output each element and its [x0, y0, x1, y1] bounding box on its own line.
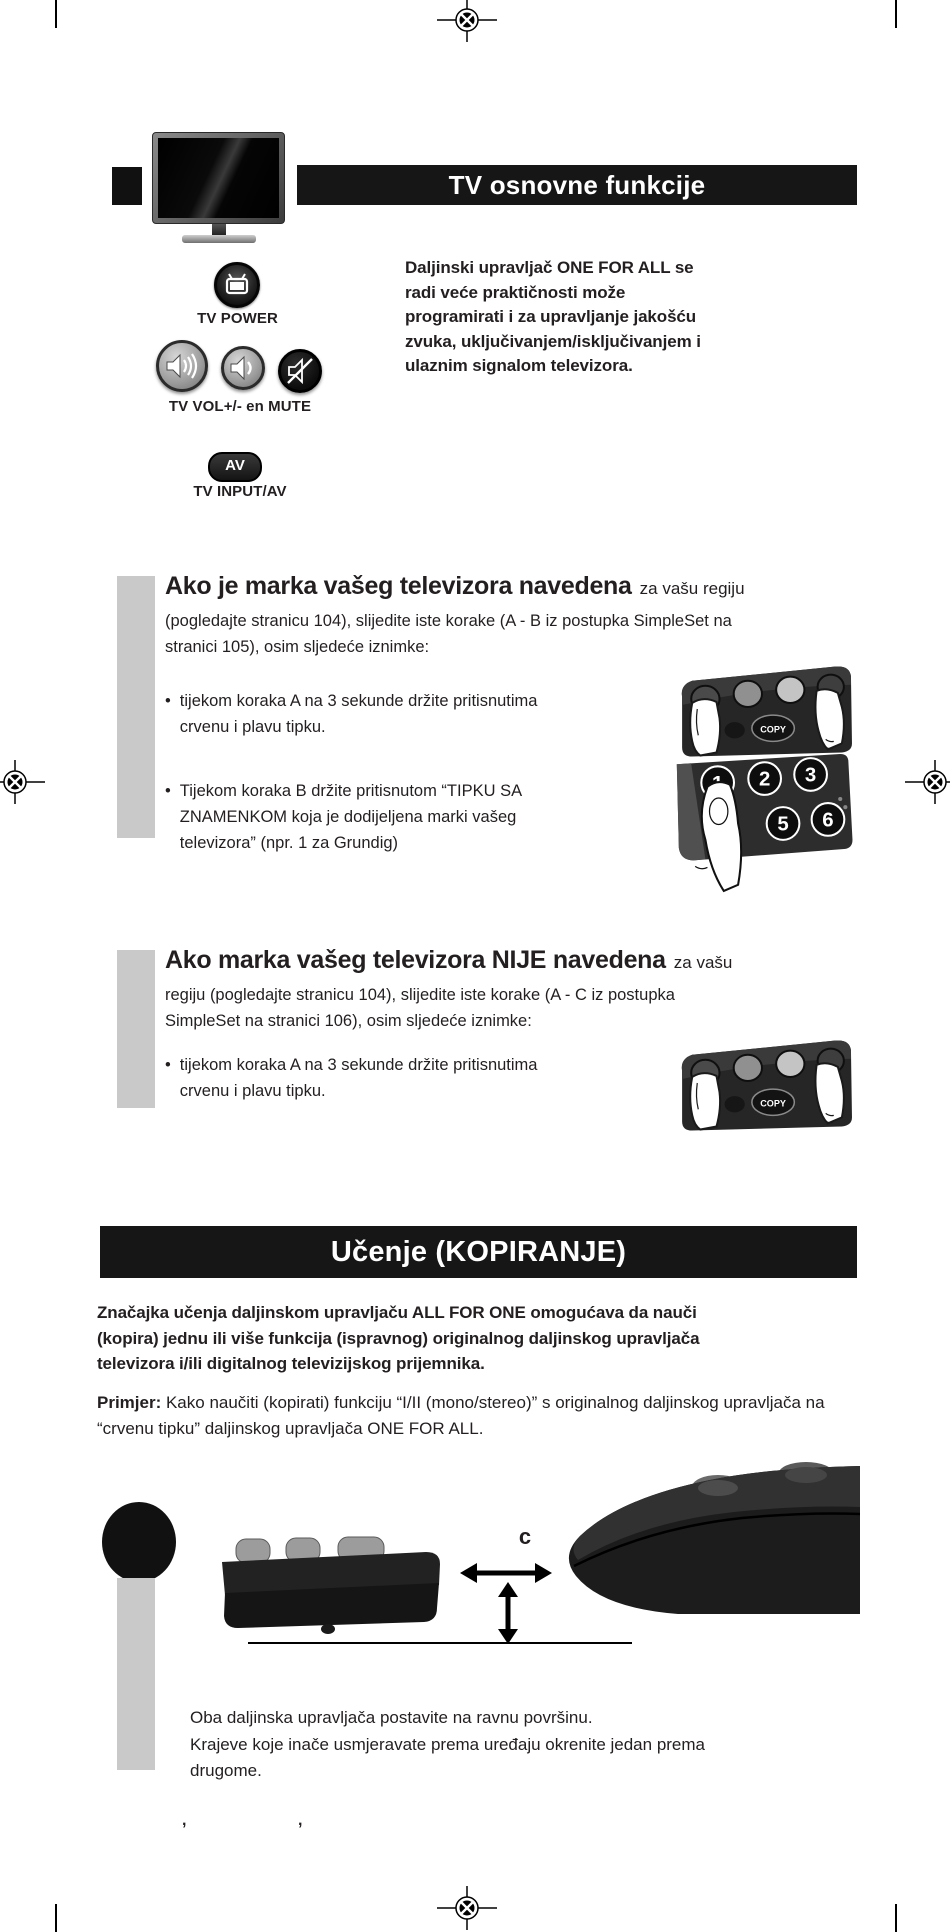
tv-mute-button [278, 349, 322, 393]
tv-stand-neck [212, 224, 226, 235]
registration-mark-icon [437, 0, 497, 42]
figure-distance-label: c [518, 1524, 532, 1549]
list-item [165, 688, 635, 740]
crop-mark-top-right [895, 0, 897, 28]
heading-bold: Ako marka vašeg televizora NIJE navedena [165, 946, 666, 974]
copy-button-label: COPY [760, 1098, 787, 1109]
intro-paragraph: Daljinski upravljač ONE FOR ALL se radi veće praktičnosti može programirati i za upravljanje jakošću zvuka, uključivanjem/isključivanjem i ulaznim signalom televizora. [405, 258, 701, 375]
tv-volume-up-button [156, 340, 208, 392]
crop-mark-bottom-right [895, 1904, 897, 1932]
bullet-icon: • [165, 692, 171, 710]
tv-screen [158, 138, 279, 218]
list-item [165, 778, 635, 856]
section-not-listed-heading [165, 946, 855, 975]
bullet-text: tijekom koraka A na 3 sekunde držite pritisnutima crvenu i plavu tipku. [179, 692, 538, 736]
section-header-learning: Učenje (KOPIRANJE) [100, 1226, 857, 1278]
digit-3-label: 3 [804, 764, 817, 787]
tv-frame [152, 132, 285, 224]
remote-copy-button-illustration [672, 1030, 854, 1132]
crop-mark-top-left [55, 0, 57, 28]
tv-volume-down-button [221, 346, 265, 390]
placement-instruction: Oba daljinska upravljača postavite na ravnu površinu. Krajeve koje inače usmjeravate prema uređaju okrenite jedan prema drugome. [190, 1708, 706, 1780]
step-badge [102, 1502, 176, 1582]
vertical-double-arrow-icon [495, 1582, 521, 1644]
digit-6-label: 6 [822, 809, 834, 832]
registration-mark-icon [437, 1886, 497, 1930]
digit-5-label: 5 [777, 813, 789, 836]
remote-front-end-illustration [558, 1462, 860, 1634]
stray-mark: , [182, 1812, 187, 1829]
remote-copy-button-illustration [672, 656, 854, 758]
bullet-icon: • [165, 1056, 171, 1074]
crop-mark-bottom-left [55, 1904, 57, 1932]
tv-power-label: TV POWER [197, 310, 278, 327]
heading-bold: Ako je marka vašeg televizora navedena [165, 572, 632, 600]
tv-input-av-label: TV INPUT/AV [193, 483, 287, 500]
section-listed-body: (pogledajte stranicu 104), slijedite iste korake (A - B iz postupka SimpleSet na stranici 105), osim sljedeće iznimke: [165, 612, 732, 656]
registration-mark-icon [905, 760, 950, 804]
section-tab-square [112, 167, 142, 205]
tv-illustration [152, 132, 285, 243]
bullet-text: Tijekom koraka B držite pritisnutom “TIPKU SA ZNAMENKOM koja je dodijeljena marki vašeg televizora” (npr. 1 za Grundig) [179, 782, 523, 852]
tv-volume-mute-label: TV VOL+/- en MUTE [168, 398, 312, 415]
remote-side-view-illustration [216, 1530, 449, 1636]
section-listed-heading [165, 572, 855, 601]
example-label: Primjer: [97, 1393, 162, 1412]
copy-button-label: COPY [760, 724, 787, 735]
bullet-text: tijekom koraka A na 3 sekunde držite pritisnutima crvenu i plavu tipku. [179, 1056, 538, 1100]
section-header-tv-basic-functions: TV osnovne funkcije [297, 165, 857, 205]
tv-stand-base [182, 235, 256, 243]
bullet-icon: • [165, 782, 171, 800]
section-side-bar [117, 576, 155, 838]
heading-suffix: za vašu [673, 953, 733, 972]
tv-power-icon [223, 272, 251, 298]
list-item [165, 1052, 635, 1104]
surface-line [248, 1642, 632, 1644]
mute-icon [285, 357, 315, 385]
remote-digit-buttons-illustration [660, 752, 855, 895]
tv-power-button [214, 262, 260, 308]
volume-down-icon [228, 354, 258, 382]
example-text: Kako naučiti (kopirati) funkciju “I/II (mono/stereo)” s originalnog daljinskog upravljača na “crvenu tipku” daljinskog upravljača ONE FOR ALL. [97, 1393, 825, 1438]
section-side-bar [117, 950, 155, 1108]
stray-mark: , [298, 1812, 303, 1829]
learning-intro-paragraph: Značajka učenja daljinskom upravljaču ALL FOR ONE omogućava da nauči (kopira) jednu ili više funkcija (ispravnog) originalnog daljinskog upravljača televizora i/ili digitalnog televizijskog prijemnika. [97, 1303, 700, 1373]
section-side-bar [117, 1578, 155, 1770]
volume-up-icon [164, 351, 200, 381]
registration-mark-icon [0, 760, 45, 804]
av-button: AV [208, 452, 262, 482]
example-paragraph [97, 1390, 833, 1442]
digit-2-label: 2 [758, 768, 771, 791]
section-not-listed-body: regiju (pogledajte stranicu 104), slijedite iste korake (A - C iz postupka SimpleSet na stranici 106), osim sljedeće iznimke: [165, 986, 675, 1030]
heading-suffix: za vašu regiju [639, 579, 745, 598]
